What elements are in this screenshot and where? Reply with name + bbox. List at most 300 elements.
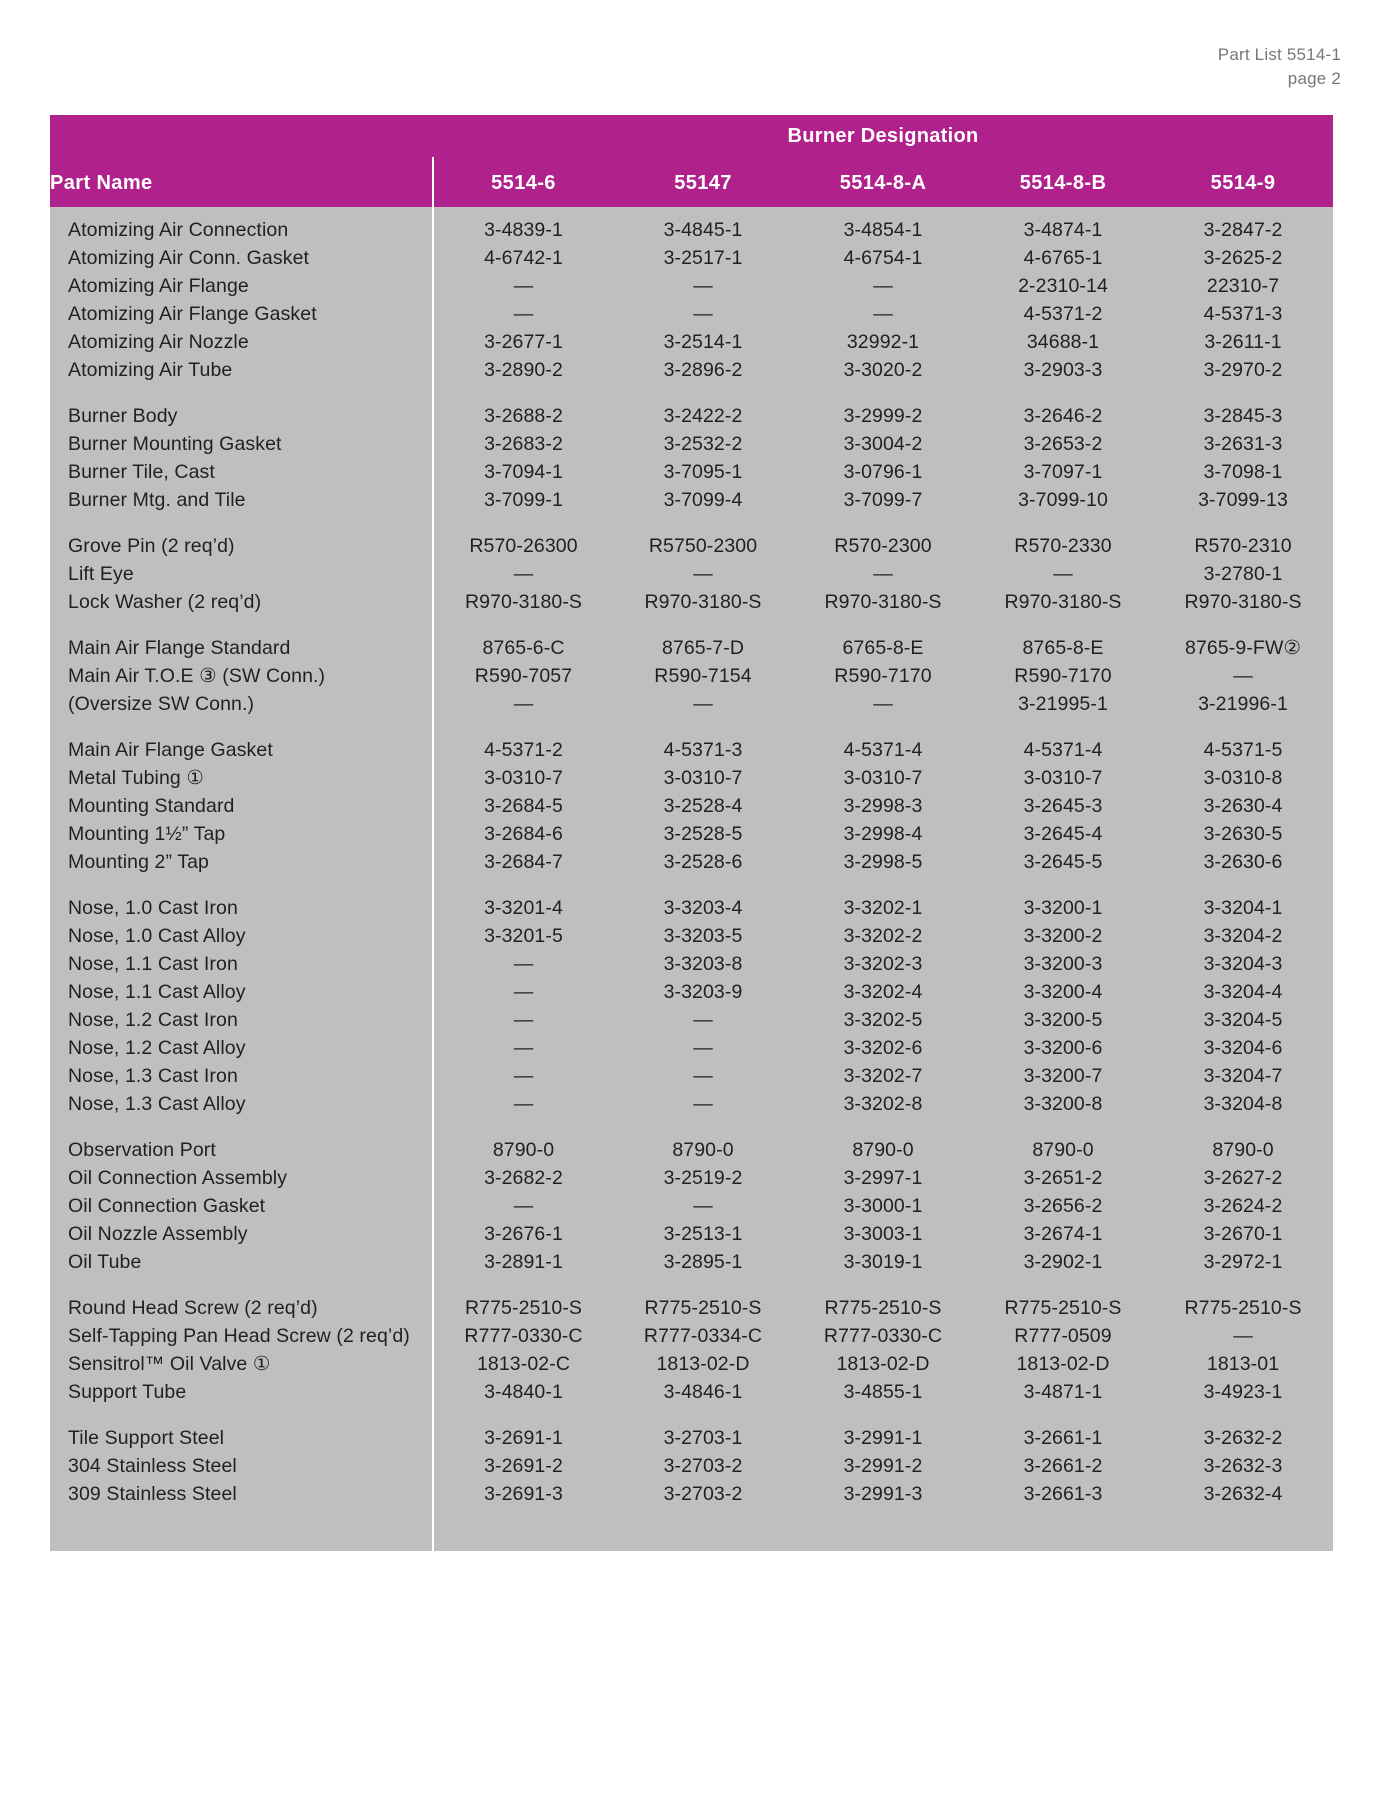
part-number-cell: —: [433, 1091, 613, 1119]
table-row: [50, 1035, 1333, 1063]
table-row: [50, 329, 1333, 357]
part-number-cell: R775-2510-S: [613, 1295, 793, 1323]
table-row: [50, 1091, 1333, 1119]
part-number-cell: 3-3200-2: [973, 923, 1153, 951]
part-name-cell: Oil Nozzle Assembly: [50, 1221, 433, 1249]
running-head: [1218, 43, 1341, 91]
table-row: [50, 533, 1333, 561]
part-number-cell: 3-2684-6: [433, 821, 613, 849]
part-number-cell: 8790-0: [793, 1137, 973, 1165]
part-number-cell: 3-3202-6: [793, 1035, 973, 1063]
table-row: [50, 1295, 1333, 1323]
table-row: [50, 1453, 1333, 1481]
table-row: [50, 1379, 1333, 1407]
part-number-cell: 3-2903-3: [973, 357, 1153, 385]
part-name-cell: Burner Tile, Cast: [50, 459, 433, 487]
part-number-cell: —: [973, 561, 1153, 589]
part-number-cell: 3-2674-1: [973, 1221, 1153, 1249]
part-name-cell: Tile Support Steel: [50, 1425, 433, 1453]
table-row: [50, 635, 1333, 663]
part-name-cell: Atomizing Air Connection: [50, 217, 433, 245]
part-number-cell: 1813-02-C: [433, 1351, 613, 1379]
part-number-cell: 3-3204-7: [1153, 1063, 1333, 1091]
part-number-cell: —: [613, 1035, 793, 1063]
part-number-cell: 3-2691-2: [433, 1453, 613, 1481]
part-number-cell: 3-2997-1: [793, 1165, 973, 1193]
part-name-cell: Atomizing Air Flange Gasket: [50, 301, 433, 329]
table-row: [50, 1221, 1333, 1249]
part-number-cell: 8765-9-FW②: [1153, 635, 1333, 663]
part-number-cell: 3-3202-5: [793, 1007, 973, 1035]
part-number-cell: 3-2991-2: [793, 1453, 973, 1481]
part-number-cell: 3-4845-1: [613, 217, 793, 245]
table-row: [50, 691, 1333, 719]
part-name-cell: Metal Tubing ①: [50, 765, 433, 793]
part-number-cell: 1813-01: [1153, 1351, 1333, 1379]
part-number-cell: 3-2703-1: [613, 1425, 793, 1453]
part-number-cell: 3-2845-3: [1153, 403, 1333, 431]
part-number-cell: 8765-7-D: [613, 635, 793, 663]
part-number-cell: 3-2653-2: [973, 431, 1153, 459]
table-row: [50, 923, 1333, 951]
part-number-cell: 4-5371-4: [793, 737, 973, 765]
part-number-cell: 3-2632-3: [1153, 1453, 1333, 1481]
table-row: [50, 765, 1333, 793]
part-number-cell: 3-0796-1: [793, 459, 973, 487]
table-row: [50, 1249, 1333, 1277]
part-name-cell: Nose, 1.0 Cast Alloy: [50, 923, 433, 951]
group-header-burner-designation: Burner Designation: [433, 115, 1333, 157]
part-number-cell: 1813-02-D: [793, 1351, 973, 1379]
part-number-cell: 3-2651-2: [973, 1165, 1153, 1193]
part-number-cell: 3-2972-1: [1153, 1249, 1333, 1277]
part-number-cell: 3-2890-2: [433, 357, 613, 385]
part-number-cell: 3-3003-1: [793, 1221, 973, 1249]
part-number-cell: 8790-0: [433, 1137, 613, 1165]
part-name-cell: Atomizing Air Nozzle: [50, 329, 433, 357]
table-row: [50, 1425, 1333, 1453]
part-number-cell: —: [433, 1035, 613, 1063]
part-number-cell: 3-2703-2: [613, 1453, 793, 1481]
column-header-55147: 55147: [613, 157, 793, 207]
part-number-cell: 3-7099-13: [1153, 487, 1333, 515]
row-spacer: [50, 719, 1333, 737]
table-row: [50, 561, 1333, 589]
part-name-cell: Main Air T.O.E ③ (SW Conn.): [50, 663, 433, 691]
part-number-cell: 3-2683-2: [433, 431, 613, 459]
part-number-cell: 3-2999-2: [793, 403, 973, 431]
part-number-cell: 3-3204-8: [1153, 1091, 1333, 1119]
table-row: [50, 1323, 1333, 1351]
part-number-cell: 3-3201-4: [433, 895, 613, 923]
part-number-cell: 6765-8-E: [793, 635, 973, 663]
part-number-cell: —: [433, 691, 613, 719]
part-number-cell: 3-2677-1: [433, 329, 613, 357]
part-name-cell: Nose, 1.3 Cast Alloy: [50, 1091, 433, 1119]
part-number-cell: 3-2630-6: [1153, 849, 1333, 877]
part-number-cell: 3-2656-2: [973, 1193, 1153, 1221]
part-number-cell: R970-3180-S: [973, 589, 1153, 617]
column-header-5514-6: 5514-6: [433, 157, 613, 207]
row-spacer: [50, 515, 1333, 533]
part-number-cell: —: [613, 1091, 793, 1119]
table-row: [50, 1351, 1333, 1379]
part-name-cell: Observation Port: [50, 1137, 433, 1165]
part-number-cell: 3-2630-5: [1153, 821, 1333, 849]
part-number-cell: 3-3203-8: [613, 951, 793, 979]
parts-table-container: [50, 115, 1333, 1551]
part-number-cell: 3-3200-8: [973, 1091, 1153, 1119]
table-row: [50, 1481, 1333, 1509]
part-number-cell: 3-2661-1: [973, 1425, 1153, 1453]
part-number-cell: 3-2513-1: [613, 1221, 793, 1249]
part-number-cell: 3-2670-1: [1153, 1221, 1333, 1249]
part-number-cell: R970-3180-S: [433, 589, 613, 617]
part-number-cell: 3-2645-3: [973, 793, 1153, 821]
part-number-cell: 3-3202-8: [793, 1091, 973, 1119]
part-number-cell: 3-3204-4: [1153, 979, 1333, 1007]
table-row: [50, 1165, 1333, 1193]
part-name-cell: Round Head Screw (2 req’d): [50, 1295, 433, 1323]
part-number-cell: 3-3201-5: [433, 923, 613, 951]
part-number-cell: 4-6754-1: [793, 245, 973, 273]
part-number-cell: 3-2624-2: [1153, 1193, 1333, 1221]
part-number-cell: 3-4846-1: [613, 1379, 793, 1407]
part-number-cell: 3-3200-4: [973, 979, 1153, 1007]
part-number-cell: 3-2998-3: [793, 793, 973, 821]
running-head-line1: Part List 5514-1: [1217, 45, 1341, 64]
part-number-cell: 3-2895-1: [613, 1249, 793, 1277]
part-name-cell: Nose, 1.1 Cast Iron: [50, 951, 433, 979]
part-number-cell: 3-2998-4: [793, 821, 973, 849]
part-number-cell: 3-2684-5: [433, 793, 613, 821]
part-name-cell: Burner Mounting Gasket: [50, 431, 433, 459]
part-number-cell: 3-3202-2: [793, 923, 973, 951]
part-number-cell: 3-2517-1: [613, 245, 793, 273]
part-name-cell: Atomizing Air Flange: [50, 273, 433, 301]
part-number-cell: 3-3200-7: [973, 1063, 1153, 1091]
part-number-cell: 3-4874-1: [973, 217, 1153, 245]
part-number-cell: —: [433, 1063, 613, 1091]
part-number-cell: 4-5371-4: [973, 737, 1153, 765]
part-number-cell: 4-5371-2: [433, 737, 613, 765]
part-number-cell: 3-2611-1: [1153, 329, 1333, 357]
part-number-cell: 3-3204-5: [1153, 1007, 1333, 1035]
table-row: [50, 979, 1333, 1007]
part-number-cell: 3-2684-7: [433, 849, 613, 877]
part-number-cell: 32992-1: [793, 329, 973, 357]
part-number-cell: 3-2998-5: [793, 849, 973, 877]
part-name-cell: Grove Pin (2 req’d): [50, 533, 433, 561]
column-header-row: [50, 157, 1333, 207]
part-number-cell: 3-4839-1: [433, 217, 613, 245]
part-number-cell: 8765-6-C: [433, 635, 613, 663]
part-number-cell: 3-3204-2: [1153, 923, 1333, 951]
part-number-cell: —: [793, 273, 973, 301]
part-number-cell: R570-26300: [433, 533, 613, 561]
table-row: [50, 663, 1333, 691]
table-row: [50, 273, 1333, 301]
part-number-cell: 3-2691-1: [433, 1425, 613, 1453]
table-row: [50, 217, 1333, 245]
parts-table: [50, 115, 1333, 1551]
part-number-cell: 3-3203-4: [613, 895, 793, 923]
table-row: [50, 431, 1333, 459]
part-number-cell: 3-3202-1: [793, 895, 973, 923]
part-number-cell: 2-2310-14: [973, 273, 1153, 301]
part-number-cell: 22310-7: [1153, 273, 1333, 301]
part-name-cell: Nose, 1.0 Cast Iron: [50, 895, 433, 923]
part-number-cell: R570-2310: [1153, 533, 1333, 561]
part-number-cell: 3-0310-7: [613, 765, 793, 793]
part-number-cell: R970-3180-S: [793, 589, 973, 617]
column-header-part-name: Part Name: [50, 157, 433, 207]
part-number-cell: —: [793, 301, 973, 329]
part-number-cell: 3-2528-4: [613, 793, 793, 821]
group-header-row: [50, 115, 1333, 157]
table-row: [50, 1063, 1333, 1091]
part-name-cell: Support Tube: [50, 1379, 433, 1407]
row-spacer: [50, 617, 1333, 635]
table-row: [50, 737, 1333, 765]
part-number-cell: 3-2632-4: [1153, 1481, 1333, 1509]
part-number-cell: 3-2630-4: [1153, 793, 1333, 821]
part-number-cell: 3-2691-3: [433, 1481, 613, 1509]
part-number-cell: 4-5371-3: [1153, 301, 1333, 329]
part-number-cell: —: [793, 561, 973, 589]
table-row: [50, 951, 1333, 979]
part-number-cell: R777-0334-C: [613, 1323, 793, 1351]
row-spacer: [50, 207, 1333, 217]
part-number-cell: 3-7097-1: [973, 459, 1153, 487]
part-number-cell: —: [433, 979, 613, 1007]
part-number-cell: 3-2528-6: [613, 849, 793, 877]
part-number-cell: 3-3202-3: [793, 951, 973, 979]
part-name-cell: Nose, 1.2 Cast Alloy: [50, 1035, 433, 1063]
part-number-cell: 8790-0: [1153, 1137, 1333, 1165]
part-number-cell: R590-7170: [973, 663, 1153, 691]
part-number-cell: 3-2519-2: [613, 1165, 793, 1193]
part-number-cell: R775-2510-S: [973, 1295, 1153, 1323]
part-number-cell: R590-7154: [613, 663, 793, 691]
part-number-cell: 3-2532-2: [613, 431, 793, 459]
part-number-cell: —: [613, 1007, 793, 1035]
part-number-cell: —: [613, 273, 793, 301]
part-number-cell: —: [793, 691, 973, 719]
column-header-5514-8-a: 5514-8-A: [793, 157, 973, 207]
part-number-cell: —: [433, 301, 613, 329]
part-number-cell: —: [433, 273, 613, 301]
part-number-cell: 3-2682-2: [433, 1165, 613, 1193]
part-number-cell: 3-0310-7: [793, 765, 973, 793]
part-number-cell: R775-2510-S: [433, 1295, 613, 1323]
part-number-cell: 3-7098-1: [1153, 459, 1333, 487]
table-row: [50, 1137, 1333, 1165]
row-spacer: [50, 877, 1333, 895]
part-number-cell: —: [1153, 1323, 1333, 1351]
part-number-cell: 3-2645-5: [973, 849, 1153, 877]
part-number-cell: 3-21996-1: [1153, 691, 1333, 719]
part-number-cell: 3-3204-1: [1153, 895, 1333, 923]
part-number-cell: —: [1153, 663, 1333, 691]
part-number-cell: 3-3200-3: [973, 951, 1153, 979]
part-number-cell: —: [433, 951, 613, 979]
part-number-cell: 3-3203-5: [613, 923, 793, 951]
part-name-cell: Mounting Standard: [50, 793, 433, 821]
part-number-cell: 8765-8-E: [973, 635, 1153, 663]
part-name-cell: (Oversize SW Conn.): [50, 691, 433, 719]
part-name-cell: Mounting 2” Tap: [50, 849, 433, 877]
part-number-cell: 34688-1: [973, 329, 1153, 357]
part-name-cell: Oil Connection Gasket: [50, 1193, 433, 1221]
part-number-cell: —: [433, 1193, 613, 1221]
part-number-cell: 3-3020-2: [793, 357, 973, 385]
part-number-cell: 3-7095-1: [613, 459, 793, 487]
part-name-cell: Burner Mtg. and Tile: [50, 487, 433, 515]
part-number-cell: 3-2645-4: [973, 821, 1153, 849]
table-row: [50, 821, 1333, 849]
part-name-cell: Oil Tube: [50, 1249, 433, 1277]
part-number-cell: 4-6765-1: [973, 245, 1153, 273]
part-name-cell: Lift Eye: [50, 561, 433, 589]
part-name-cell: Atomizing Air Tube: [50, 357, 433, 385]
part-number-cell: 3-2970-2: [1153, 357, 1333, 385]
part-number-cell: 3-3000-1: [793, 1193, 973, 1221]
table-row: [50, 849, 1333, 877]
part-number-cell: 3-2627-2: [1153, 1165, 1333, 1193]
part-number-cell: R5750-2300: [613, 533, 793, 561]
part-number-cell: 3-2632-2: [1153, 1425, 1333, 1453]
part-number-cell: 3-3200-6: [973, 1035, 1153, 1063]
part-name-cell: Main Air Flange Gasket: [50, 737, 433, 765]
part-number-cell: 3-0310-7: [433, 765, 613, 793]
column-header-5514-9: 5514-9: [1153, 157, 1333, 207]
part-number-cell: 3-4855-1: [793, 1379, 973, 1407]
part-name-cell: Main Air Flange Standard: [50, 635, 433, 663]
part-number-cell: 3-0310-8: [1153, 765, 1333, 793]
part-number-cell: 4-5371-5: [1153, 737, 1333, 765]
part-name-cell: 309 Stainless Steel: [50, 1481, 433, 1509]
part-number-cell: 3-2991-1: [793, 1425, 973, 1453]
part-number-cell: 3-2703-2: [613, 1481, 793, 1509]
part-number-cell: 3-3202-4: [793, 979, 973, 1007]
part-number-cell: 4-6742-1: [433, 245, 613, 273]
part-number-cell: 3-3004-2: [793, 431, 973, 459]
part-number-cell: 3-3204-3: [1153, 951, 1333, 979]
part-number-cell: 3-2528-5: [613, 821, 793, 849]
part-number-cell: 3-2646-2: [973, 403, 1153, 431]
part-number-cell: —: [613, 301, 793, 329]
part-number-cell: —: [613, 1193, 793, 1221]
part-number-cell: 3-3202-7: [793, 1063, 973, 1091]
part-number-cell: 3-7099-10: [973, 487, 1153, 515]
table-row: [50, 1193, 1333, 1221]
part-number-cell: 3-2676-1: [433, 1221, 613, 1249]
group-header-spacer: [50, 115, 433, 157]
part-number-cell: 3-2891-1: [433, 1249, 613, 1277]
part-name-cell: Atomizing Air Conn. Gasket: [50, 245, 433, 273]
part-name-cell: Self-Tapping Pan Head Screw (2 req’d): [50, 1323, 433, 1351]
row-spacer: [50, 1119, 1333, 1137]
running-head-line2: page 2: [1287, 69, 1341, 88]
part-number-cell: 1813-02-D: [613, 1351, 793, 1379]
part-number-cell: R777-0509: [973, 1323, 1153, 1351]
part-name-cell: Lock Washer (2 req’d): [50, 589, 433, 617]
part-number-cell: 3-2661-2: [973, 1453, 1153, 1481]
part-name-cell: Mounting 1½” Tap: [50, 821, 433, 849]
part-number-cell: 3-7094-1: [433, 459, 613, 487]
part-number-cell: R570-2300: [793, 533, 973, 561]
part-number-cell: 1813-02-D: [973, 1351, 1153, 1379]
parts-table-head: [50, 115, 1333, 207]
part-number-cell: R590-7170: [793, 663, 973, 691]
part-number-cell: 3-2847-2: [1153, 217, 1333, 245]
part-number-cell: —: [613, 691, 793, 719]
table-row: [50, 793, 1333, 821]
part-number-cell: 3-7099-4: [613, 487, 793, 515]
part-number-cell: 3-2688-2: [433, 403, 613, 431]
part-number-cell: 3-2991-3: [793, 1481, 973, 1509]
part-number-cell: 3-3200-5: [973, 1007, 1153, 1035]
part-number-cell: 4-5371-3: [613, 737, 793, 765]
table-row: [50, 1007, 1333, 1035]
part-number-cell: 3-2631-3: [1153, 431, 1333, 459]
part-number-cell: 3-2625-2: [1153, 245, 1333, 273]
part-number-cell: —: [613, 1063, 793, 1091]
part-number-cell: 3-4840-1: [433, 1379, 613, 1407]
part-number-cell: R775-2510-S: [793, 1295, 973, 1323]
part-number-cell: 8790-0: [613, 1137, 793, 1165]
part-number-cell: 3-3204-6: [1153, 1035, 1333, 1063]
row-spacer: [50, 385, 1333, 403]
part-number-cell: 3-2902-1: [973, 1249, 1153, 1277]
part-number-cell: —: [433, 561, 613, 589]
part-name-cell: Sensitrol™ Oil Valve ①: [50, 1351, 433, 1379]
part-number-cell: 3-2514-1: [613, 329, 793, 357]
table-row: [50, 301, 1333, 329]
part-number-cell: 3-3019-1: [793, 1249, 973, 1277]
part-number-cell: 3-4871-1: [973, 1379, 1153, 1407]
part-name-cell: Oil Connection Assembly: [50, 1165, 433, 1193]
part-number-cell: 3-2780-1: [1153, 561, 1333, 589]
part-name-cell: 304 Stainless Steel: [50, 1453, 433, 1481]
part-number-cell: 3-4923-1: [1153, 1379, 1333, 1407]
part-number-cell: 3-2661-3: [973, 1481, 1153, 1509]
part-number-cell: 3-2896-2: [613, 357, 793, 385]
part-number-cell: R777-0330-C: [433, 1323, 613, 1351]
part-number-cell: 3-0310-7: [973, 765, 1153, 793]
part-number-cell: R970-3180-S: [613, 589, 793, 617]
row-spacer: [50, 1277, 1333, 1295]
part-name-cell: Nose, 1.3 Cast Iron: [50, 1063, 433, 1091]
row-spacer: [50, 1407, 1333, 1425]
part-name-cell: Nose, 1.2 Cast Iron: [50, 1007, 433, 1035]
part-number-cell: 3-7099-7: [793, 487, 973, 515]
part-number-cell: 3-3200-1: [973, 895, 1153, 923]
part-number-cell: R777-0330-C: [793, 1323, 973, 1351]
table-row: [50, 459, 1333, 487]
part-number-cell: —: [613, 561, 793, 589]
table-row: [50, 357, 1333, 385]
part-number-cell: 3-4854-1: [793, 217, 973, 245]
part-number-cell: R590-7057: [433, 663, 613, 691]
part-name-cell: Nose, 1.1 Cast Alloy: [50, 979, 433, 1007]
table-row: [50, 589, 1333, 617]
part-number-cell: 3-7099-1: [433, 487, 613, 515]
part-number-cell: R970-3180-S: [1153, 589, 1333, 617]
part-number-cell: 3-2422-2: [613, 403, 793, 431]
column-header-5514-8-b: 5514-8-B: [973, 157, 1153, 207]
